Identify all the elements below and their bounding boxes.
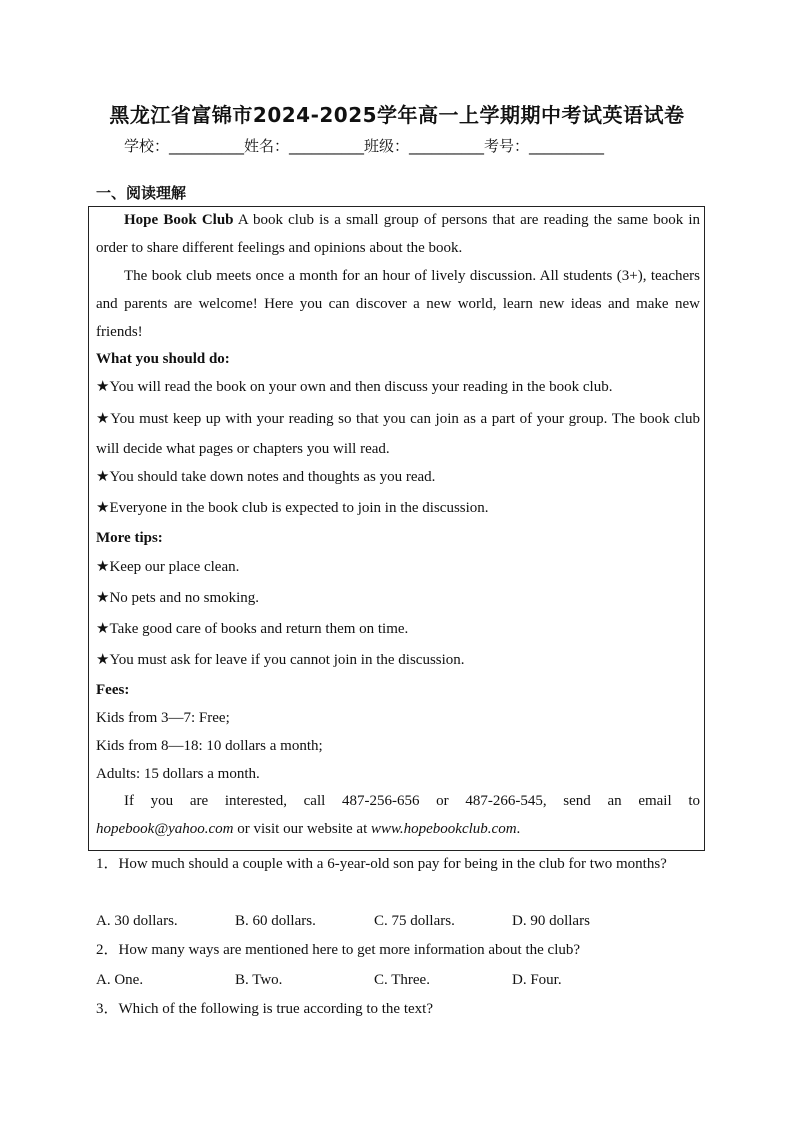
fees-heading: Fees: <box>96 682 130 698</box>
q1-option-d: D. 90 dollars <box>512 913 590 929</box>
question-2-stem: 2．How many ways are mentioned here to get more information about the club? <box>96 942 581 958</box>
exam-title: 黑龙江省富锦市2024-2025学年高一上学期期中考试英语试卷 <box>109 103 685 127</box>
fee-item: Adults: 15 dollars a month. <box>96 766 260 782</box>
tip-item: ★Keep our place clean. <box>96 559 240 575</box>
fee-item: Kids from 8—18: 10 dollars a month; <box>96 738 323 754</box>
q2-option-c: C. Three. <box>374 972 430 988</box>
should-item: ★You must keep up with your reading so that you can join as a part of your group. The book club will decide what pages or chapters you will read. <box>96 411 700 457</box>
q1-option-b: B. 60 dollars. <box>235 913 316 929</box>
should-item: ★You will read the book on your own and then discuss your reading in the book club. <box>96 379 613 395</box>
tip-item: ★You must ask for leave if you cannot join in the discussion. <box>96 652 465 668</box>
should-heading: What you should do: <box>96 351 230 367</box>
contact-email: hopebook@yahoo.com <box>96 821 234 837</box>
q2-option-d: D. Four. <box>512 972 562 988</box>
q1-option-c: C. 75 dollars. <box>374 913 455 929</box>
question-3-stem: 3．Which of the following is true according to the text? <box>96 1001 433 1017</box>
should-item: ★You should take down notes and thoughts as you read. <box>96 469 436 485</box>
intro-text: A book club is a small group of persons that are reading the same book in order to share different feelings and opinions about the book. <box>96 212 701 256</box>
q1-option-a: A. 30 dollars. <box>96 913 178 929</box>
tip-item: ★No pets and no smoking. <box>96 590 260 606</box>
section-title: 一、阅读理解 <box>96 184 187 202</box>
q2-option-a: A. One. <box>96 972 144 988</box>
question-1-stem: 1．How much should a couple with a 6-year-old son pay for being in the club for two months? <box>96 856 667 872</box>
tip-item: ★Take good care of books and return them on time. <box>96 621 409 637</box>
q2-option-b: B. Two. <box>235 972 283 988</box>
club-name: Hope Book Club <box>124 212 234 228</box>
should-item: ★Everyone in the book club is expected to join in the discussion. <box>96 500 489 516</box>
tips-heading: More tips: <box>96 530 163 546</box>
contact-website: www.hopebookclub.com <box>371 821 517 837</box>
fee-item: Kids from 3—7: Free; <box>96 710 230 726</box>
contact-line: If you are interested, call 487-256-656 or 487-266-545, send an email to <box>124 793 700 809</box>
passage-para2: The book club meets once a month for an hour of lively discussion. All students (3+), teachers and parents are welcome! Here you can discover a new world, learn new ideas and make new friends! <box>96 268 700 340</box>
passage-intro <box>96 206 700 262</box>
student-info-line: 学校：__________姓名：__________班级：__________考号：__________ <box>124 137 605 155</box>
contact-line-2: hopebook@yahoo.com or visit our website at www.hopebookclub.com. <box>96 821 521 837</box>
